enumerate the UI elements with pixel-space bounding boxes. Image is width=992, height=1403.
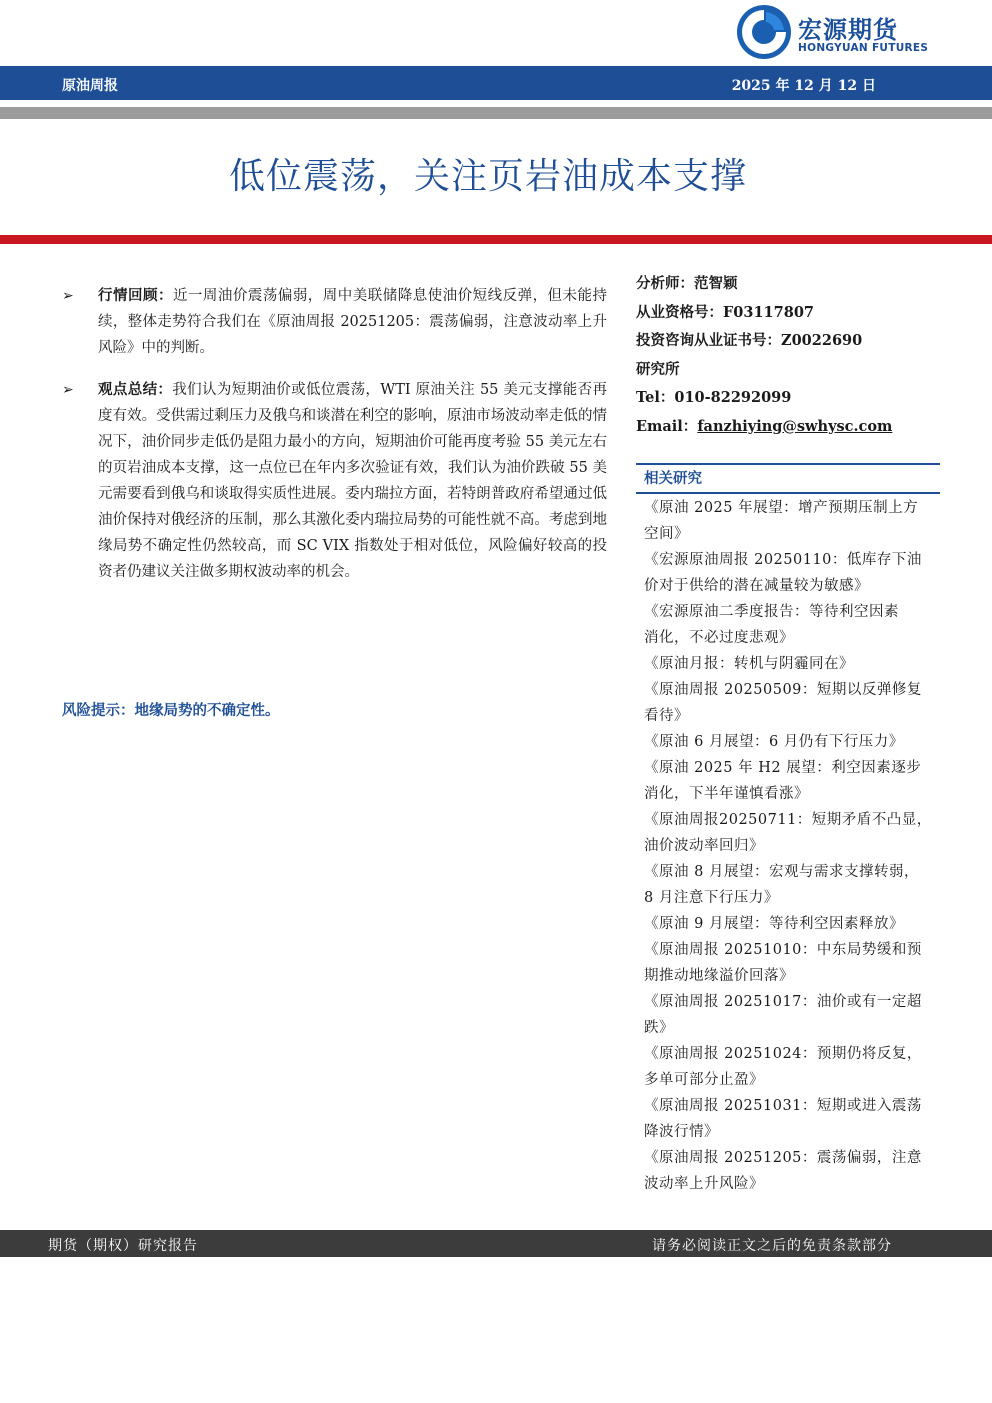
related-research-item[interactable]: 《宏源原油周报 20250110：低库存下油 xyxy=(644,552,922,568)
related-research-item[interactable]: 《原油 2025 年展望：增产预期压制上方 xyxy=(644,500,919,516)
related-research-item[interactable]: 降波行情》 xyxy=(644,1124,719,1140)
related-research-item[interactable]: 油价波动率回归》 xyxy=(644,838,764,854)
telephone: Tel：010-82292099 xyxy=(636,389,792,406)
related-research-item[interactable]: 《原油周报 20251024：预期仍将反复， xyxy=(644,1046,922,1062)
email-label: Email： xyxy=(636,417,698,435)
email-row xyxy=(636,413,940,442)
logo-mark-icon xyxy=(736,4,792,60)
related-research-item[interactable]: 《原油 6 月展望：6 月仍有下行压力》 xyxy=(644,734,904,750)
related-research-list xyxy=(636,494,940,1197)
related-research-item[interactable]: 消化，不必过度悲观》 xyxy=(644,630,794,646)
related-research-item[interactable]: 《原油周报20250711：短期矛盾不凸显， xyxy=(644,812,932,828)
related-research-heading: 相关研究 xyxy=(636,463,940,494)
related-research-item[interactable]: 期推动地缘溢价回落》 xyxy=(644,968,794,984)
summary-bullets xyxy=(62,283,607,601)
email-link[interactable]: fanzhiying@swhysc.com xyxy=(697,417,893,435)
bullet-heading: 观点总结： xyxy=(98,381,173,398)
logo-text-en: HONGYUAN FUTURES xyxy=(798,42,929,54)
related-research-item[interactable]: 《原油周报 20251031：短期或进入震荡 xyxy=(644,1098,922,1114)
related-research-item[interactable]: 《原油月报：转机与阴霾同在》 xyxy=(644,656,854,672)
related-research xyxy=(636,463,940,1197)
related-research-item[interactable]: 波动率上升风险》 xyxy=(644,1176,764,1192)
bullet-text: 我们认为短期油价或低位震荡，WTI 原油关注 55 美元支撑能否再度有效。受供需过剩压力及俄乌和谈潜在利空的影响，原油市场波动率走低的情况下，油价同步走低仍是阻力最小的方向，短期油价可能再度考验 55 美元左右的页岩油成本支撑，这一点位已在年内多次验证有效，我们认为油价跌破 55 美元需要看到俄乌和谈取得实质性进展。委内瑞拉方面，若特朗普政府希望通过低油价保持对俄经济的压制，那么其激化委内瑞拉局势的可能性就不高。考虑到地缘局势不确定性仍然较高，而 SC VIX 指数处于相对低位，风险偏好较高的投资者仍建议关注做多期权波动率的机会。 xyxy=(98,382,607,580)
footer-disclaimer-note: 请务必阅读正文之后的免责条款部分 xyxy=(652,1238,892,1254)
related-research-item[interactable]: 《原油 2025 年 H2 展望：利空因素逐步 xyxy=(644,760,922,776)
analyst-name: 分析师：范智颖 xyxy=(636,275,738,292)
related-research-item[interactable]: 《原油 8 月展望：宏观与需求支撑转弱， xyxy=(644,864,919,880)
bullet-view-summary xyxy=(62,377,607,585)
related-research-item[interactable]: 《原油 9 月展望：等待利空因素释放》 xyxy=(644,916,904,932)
page-title: 低位震荡，关注页岩油成本支撑 xyxy=(228,156,747,197)
related-research-item[interactable]: 8 月注意下行压力》 xyxy=(644,890,779,906)
related-research-item[interactable]: 《原油周报 20251205：震荡偏弱，注意 xyxy=(644,1150,922,1166)
related-research-item[interactable]: 《原油周报 20251017：油价或有一定超 xyxy=(644,994,922,1010)
arrow-bullet-icon: ➢ xyxy=(62,288,74,304)
title-divider xyxy=(0,235,992,244)
risk-warning: 风险提示：地缘局势的不确定性。 xyxy=(62,702,280,719)
related-research-item[interactable]: 《原油周报 20251010：中东局势缓和预 xyxy=(644,942,922,958)
bullet-heading: 行情回顾： xyxy=(98,287,173,304)
related-research-item[interactable]: 空间》 xyxy=(644,526,689,542)
related-research-item[interactable]: 消化，下半年谨慎看涨》 xyxy=(644,786,809,802)
related-research-item[interactable]: 《宏源原油二季度报告：等待利空因素 xyxy=(644,604,899,620)
bullet-market-review xyxy=(62,283,607,361)
related-research-item[interactable]: 多单可部分止盈》 xyxy=(644,1072,764,1088)
advisory-license-number: 投资咨询从业证书号：Z0022690 xyxy=(636,332,863,349)
analyst-info xyxy=(636,270,940,441)
related-research-item[interactable]: 看待》 xyxy=(644,708,689,724)
bullet-text: 近一周油价震荡偏弱，周中美联储降息使油价短线反弹，但未能持续，整体走势符合我们在《原油周报 20251205：震荡偏弱，注意波动率上升风险》中的判断。 xyxy=(98,288,608,356)
qualification-number: 从业资格号：F03117807 xyxy=(636,303,815,321)
department: 研究所 xyxy=(636,360,680,378)
header-divider xyxy=(0,107,992,119)
header-band xyxy=(0,66,992,100)
related-research-item[interactable]: 《原油周报 20250509：短期以反弹修复 xyxy=(644,682,922,698)
related-research-item[interactable]: 价对于供给的潜在减量较为敏感》 xyxy=(644,578,869,594)
arrow-bullet-icon: ➢ xyxy=(62,382,74,398)
logo-text-cn: 宏源期货 xyxy=(798,16,898,44)
report-type: 原油周报 xyxy=(62,78,118,94)
footer-report-type: 期货（期权）研究报告 xyxy=(48,1238,198,1254)
report-date: 2025 年 12 月 12 日 xyxy=(731,78,876,94)
footer-band xyxy=(0,1230,992,1257)
company-logo xyxy=(736,4,936,60)
related-research-item[interactable]: 跌》 xyxy=(644,1020,674,1036)
